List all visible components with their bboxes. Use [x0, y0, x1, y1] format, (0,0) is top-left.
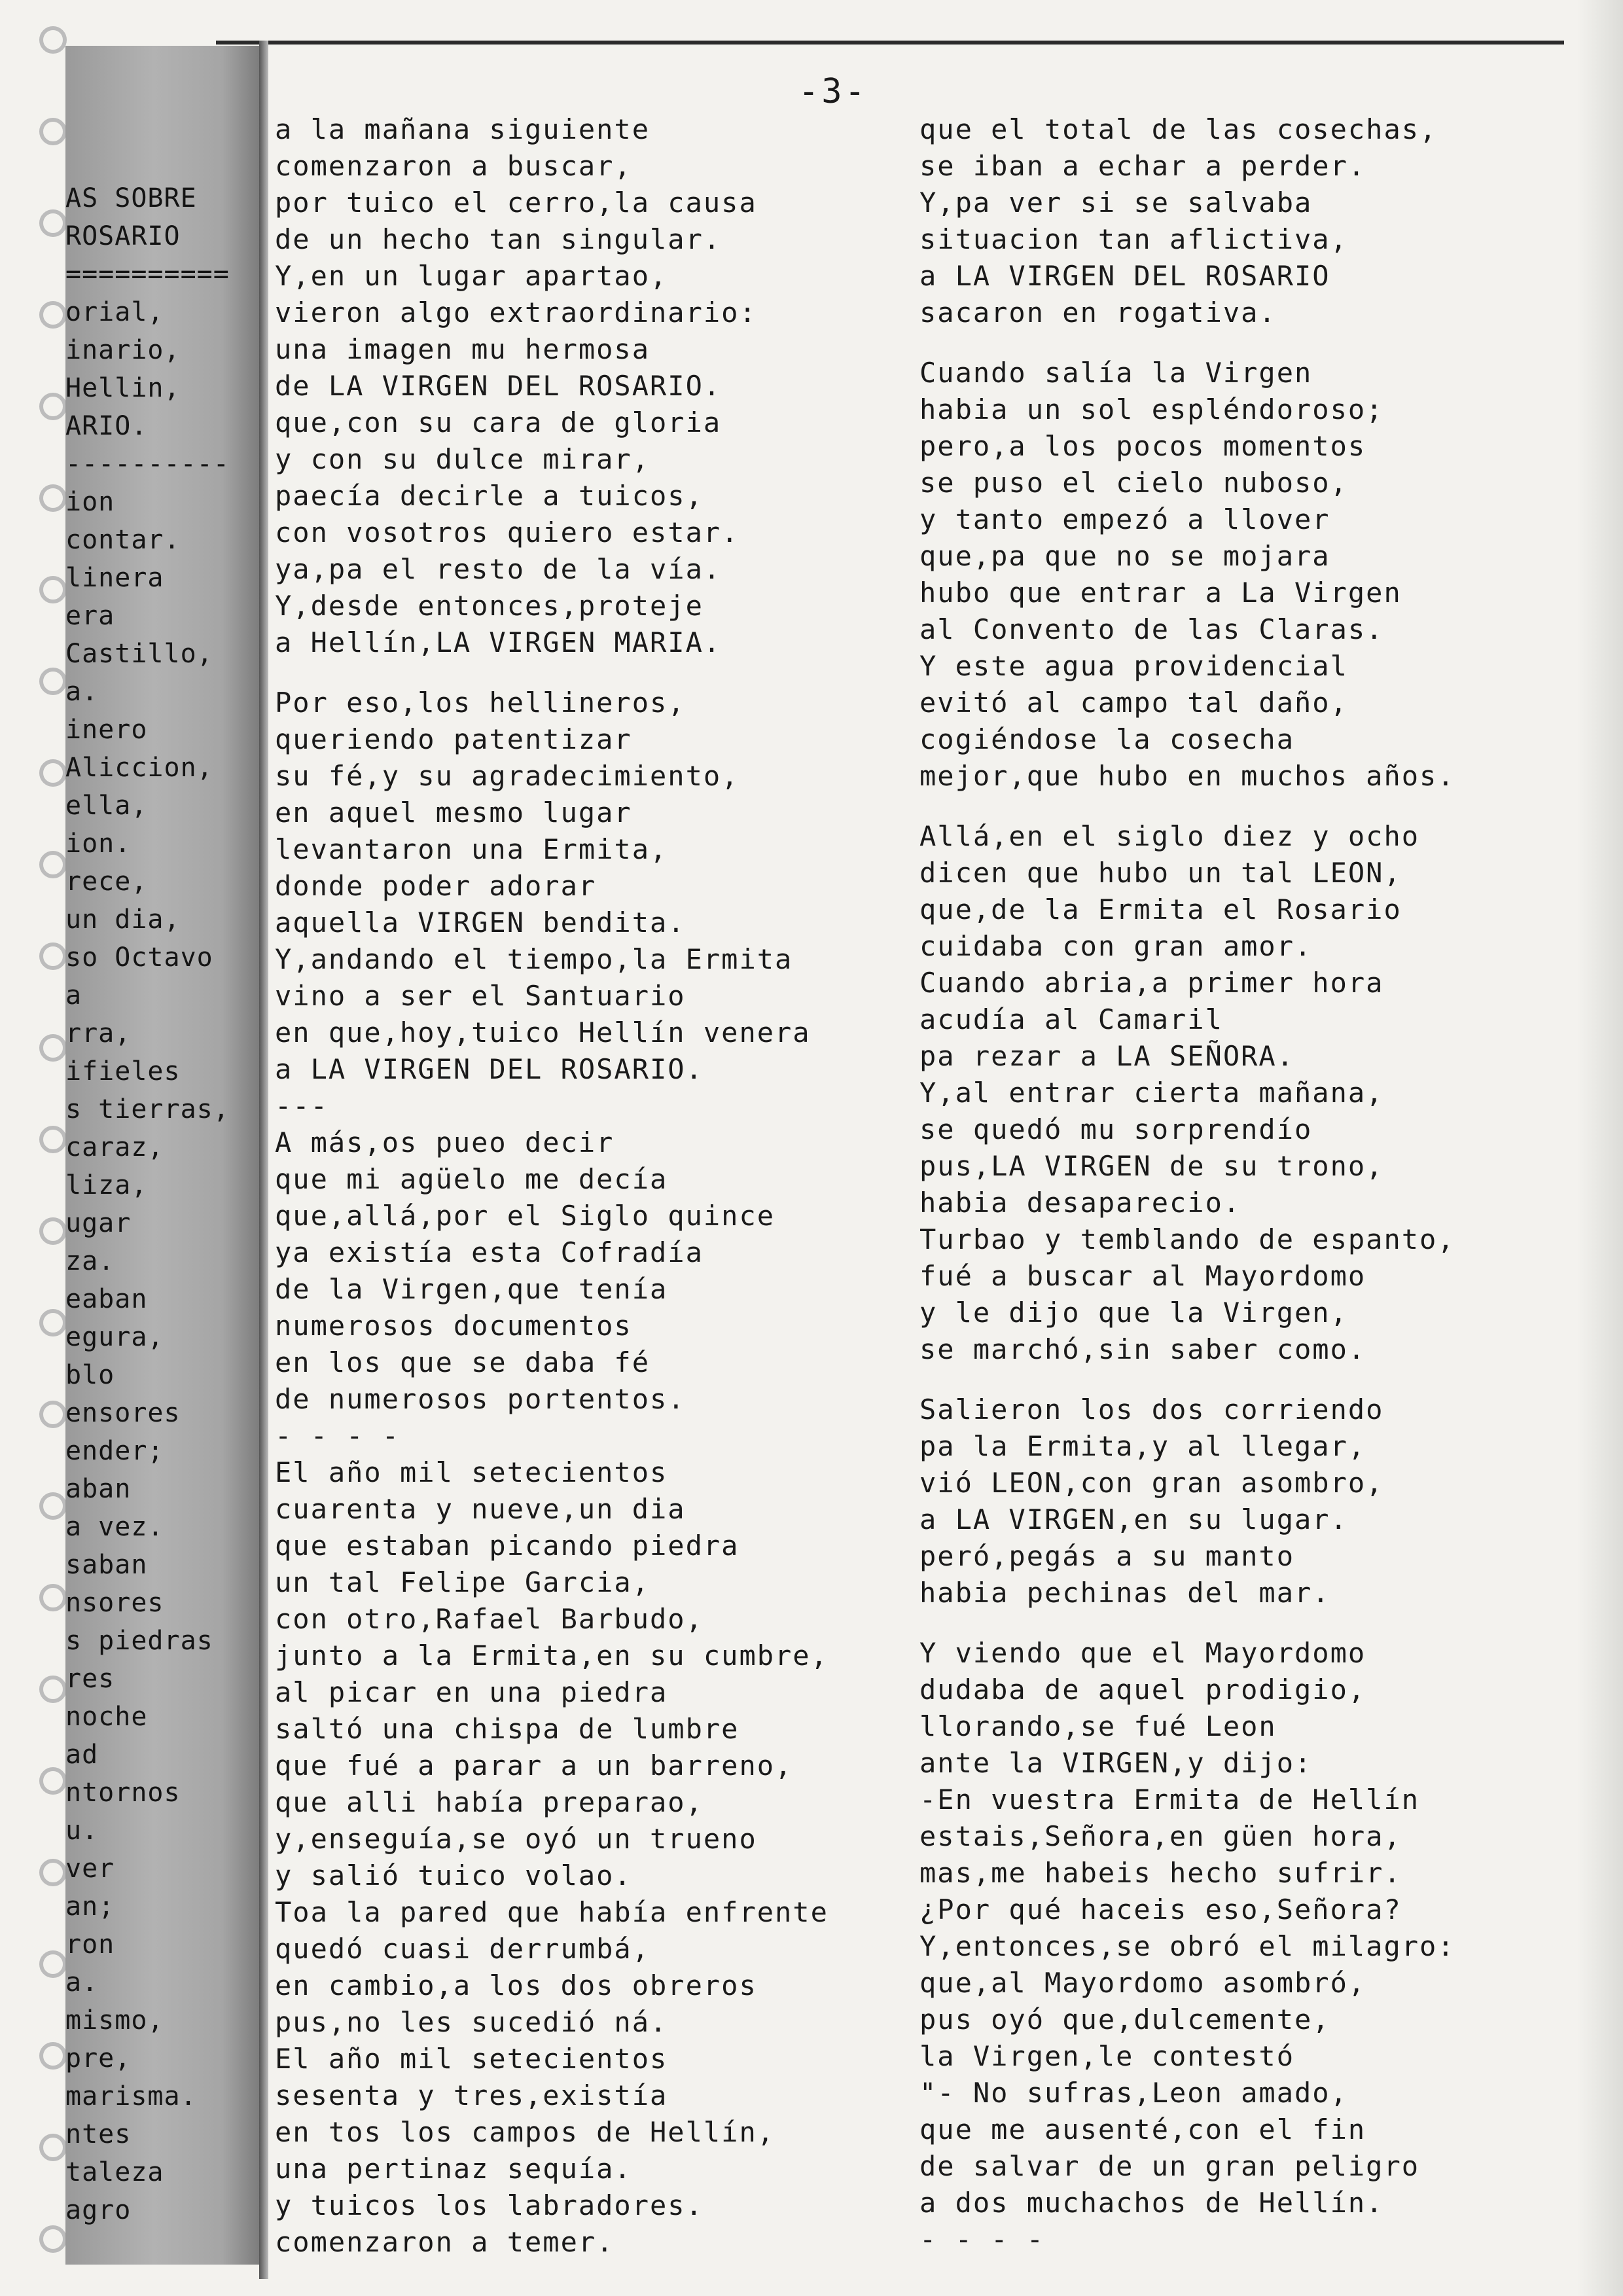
binding-ring-icon — [39, 209, 67, 237]
previous-page-fragment: ROSARIO — [65, 221, 181, 251]
verse-line: hubo que entrar a La Virgen — [919, 577, 1402, 609]
binding-ring-icon — [39, 484, 67, 512]
left-verse-column — [275, 111, 864, 2261]
verse-line: mas,me habeis hecho sufrir. — [919, 1857, 1402, 1889]
binding-ring-icon — [39, 2042, 67, 2070]
right-verse-column — [919, 111, 1508, 2258]
previous-page-fragment: ensores — [65, 1398, 181, 1428]
verse-line: y le dijo que la Virgen, — [919, 1297, 1348, 1329]
verse-line: habia un sol espléndoroso; — [919, 393, 1384, 425]
verse-line: dicen que hubo un tal LEON, — [919, 857, 1402, 889]
verse-line: Y,andando el tiempo,la Ermita — [275, 943, 793, 975]
verse-line: ante la VIRGEN,y dijo: — [919, 1747, 1313, 1779]
previous-page-fragment: noche — [65, 1702, 148, 1732]
previous-page-fragment: agro — [65, 2195, 132, 2225]
verse-line: con otro,Rafael Barbudo, — [275, 1603, 704, 1635]
previous-page-fragment: pre, — [65, 2043, 132, 2073]
verse-line: a Hellín,LA VIRGEN MARIA. — [275, 626, 722, 658]
verse-line: vió LEON,con gran asombro, — [919, 1467, 1384, 1499]
previous-page-edge — [65, 46, 262, 2265]
verse-line: sesenta y tres,existía — [275, 2079, 668, 2111]
verse-line: saltó una chispa de lumbre — [275, 1713, 740, 1745]
previous-page-fragment: taleza — [65, 2157, 164, 2187]
verse-line: que,de la Ermita el Rosario — [919, 893, 1402, 925]
verse-line: levantaron una Ermita, — [275, 833, 668, 865]
verse-line: una pertinaz sequía. — [275, 2153, 632, 2185]
verse-line: El año mil setecientos — [275, 1456, 668, 1488]
previous-page-fragment: linera — [65, 563, 164, 593]
previous-page-fragment: ron — [65, 1929, 115, 1960]
binding-ring-icon — [39, 2225, 67, 2253]
verse-line: situacion tan aflictiva, — [919, 223, 1348, 255]
previous-page-fragment: inario, — [65, 335, 181, 365]
previous-page-fragment: ion. — [65, 829, 132, 859]
verse-line: vino a ser el Santuario — [275, 980, 686, 1012]
verse-line: de numerosos portentos. — [275, 1383, 686, 1415]
verse-line: en cambio,a los dos obreros — [275, 1969, 757, 2001]
verse-line: fué a buscar al Mayordomo — [919, 1260, 1366, 1292]
previous-page-fragment: ntes — [65, 2119, 132, 2149]
binding-ring-icon — [39, 1309, 67, 1336]
binding-ring-icon — [39, 1767, 67, 1795]
previous-page-fragment: a vez. — [65, 1512, 164, 1542]
verse-line: por tuico el cerro,la causa — [275, 187, 757, 219]
verse-line: comenzaron a temer. — [275, 2226, 615, 2258]
verse-line: sacaron en rogativa. — [919, 296, 1277, 329]
verse-line: a LA VIRGEN,en su lugar. — [919, 1503, 1348, 1535]
verse-line: Y,al entrar cierta mañana, — [919, 1077, 1384, 1109]
verse-line: habia pechinas del mar. — [919, 1577, 1330, 1609]
verse-line: con vosotros quiero estar. — [275, 516, 740, 548]
verse-line: ya existía esta Cofradía — [275, 1236, 704, 1268]
stanza-gap — [919, 1368, 1508, 1391]
binding-ring-icon — [39, 576, 67, 603]
previous-page-fragment: liza, — [65, 1170, 148, 1200]
binding-ring-icon — [39, 393, 67, 420]
verse-line: que,allá,por el Siglo quince — [275, 1200, 776, 1232]
verse-line: que,pa que no se mojara — [919, 540, 1330, 572]
previous-page-fragment: ---------- — [65, 449, 230, 479]
previous-page-fragment: AS SOBRE — [65, 183, 197, 213]
previous-page-fragment: a. — [65, 677, 99, 707]
verse-line: estais,Señora,en güen hora, — [919, 1820, 1402, 1852]
binding-ring-icon — [39, 118, 67, 145]
verse-line: Por eso,los hellineros, — [275, 687, 686, 719]
verse-line: la Virgen,le contestó — [919, 2040, 1295, 2072]
previous-page-fragment: ver — [65, 1854, 115, 1884]
verse-line: vieron algo extraordinario: — [275, 296, 757, 329]
previous-page-fragment: ntornos — [65, 1778, 181, 1808]
verse-line: en los que se daba fé — [275, 1346, 651, 1378]
previous-page-fragment: Aliccion, — [65, 753, 213, 783]
verse-line: A más,os pueo decir — [275, 1126, 615, 1158]
stanza-gap — [919, 795, 1508, 818]
previous-page-fragment: inero — [65, 715, 148, 745]
verse-line: de LA VIRGEN DEL ROSARIO. — [275, 370, 722, 402]
previous-page-fragment: ender; — [65, 1436, 164, 1466]
verse-line: paecía decirle a tuicos, — [275, 480, 704, 512]
verse-line: y salió tuico volao. — [275, 1859, 632, 1892]
verse-line: a LA VIRGEN DEL ROSARIO. — [275, 1053, 704, 1085]
verse-line: Y,en un lugar apartao, — [275, 260, 668, 292]
verse-line: que estaban picando piedra — [275, 1530, 740, 1562]
verse-line: "- No sufras,Leon amado, — [919, 2077, 1348, 2109]
verse-line: que,con su cara de gloria — [275, 406, 722, 439]
verse-line: llorando,se fué Leon — [919, 1710, 1277, 1742]
verse-line: su fé,y su agradecimiento, — [275, 760, 740, 792]
previous-page-fragment: ARIO. — [65, 411, 148, 441]
binding-ring-icon — [39, 851, 67, 878]
previous-page-fragment: ugar — [65, 1208, 132, 1238]
verse-line: Y,entonces,se obró el milagro: — [919, 1930, 1455, 1962]
verse-line: pus oyó que,dulcemente, — [919, 2003, 1330, 2036]
previous-page-fragment: so Octavo — [65, 942, 213, 973]
verse-line: quedó cuasi derrumbá, — [275, 1933, 651, 1965]
previous-page-fragment: mismo, — [65, 2005, 164, 2036]
verse-line: - - - - — [275, 1420, 401, 1452]
verse-line: se puso el cielo nuboso, — [919, 467, 1348, 499]
previous-page-fragment: za. — [65, 1246, 115, 1276]
verse-line: comenzaron a buscar, — [275, 150, 632, 182]
verse-line: y con su dulce mirar, — [275, 443, 651, 475]
verse-line: en aquel mesmo lugar — [275, 797, 632, 829]
previous-page-fragment: a. — [65, 1967, 99, 1998]
verse-line: queriendo patentizar — [275, 723, 632, 755]
previous-page-fragment: saban — [65, 1550, 148, 1580]
verse-line: ya,pa el resto de la vía. — [275, 553, 722, 585]
verse-line: Salieron los dos corriendo — [919, 1393, 1384, 1426]
verse-line: de la Virgen,que tenía — [275, 1273, 668, 1305]
binding-ring-icon — [39, 1126, 67, 1153]
verse-line: Cuando abria,a primer hora — [919, 967, 1384, 999]
previous-page-fragment: an; — [65, 1892, 115, 1922]
verse-line: habia desaparecio. — [919, 1187, 1241, 1219]
verse-line: cogiéndose la cosecha — [919, 723, 1295, 755]
binding-ring-icon — [39, 1217, 67, 1245]
verse-line: y tuicos los labradores. — [275, 2189, 704, 2221]
binding-ring-icon — [39, 1492, 67, 1520]
verse-line: Toa la pared que había enfrente — [275, 1896, 829, 1928]
verse-line: donde poder adorar — [275, 870, 597, 902]
previous-page-fragment: s piedras — [65, 1626, 213, 1656]
binding-ring-icon — [39, 26, 67, 54]
previous-page-fragment: rece, — [65, 867, 148, 897]
binding-ring-icon — [39, 668, 67, 695]
verse-line: El año mil setecientos — [275, 2043, 668, 2075]
verse-line: Y este agua providencial — [919, 650, 1348, 682]
binding-ring-icon — [39, 1401, 67, 1428]
binding-ring-icon — [39, 1950, 67, 1978]
verse-line: - - - - — [919, 2223, 1045, 2255]
verse-line: que mi agüelo me decía — [275, 1163, 668, 1195]
previous-page-fragment: Hellin, — [65, 373, 181, 403]
previous-page-fragment: orial, — [65, 297, 164, 327]
binding-ring-icon — [39, 759, 67, 787]
verse-line: pa la Ermita,y al llegar, — [919, 1430, 1366, 1462]
verse-line: de salvar de un gran peligro — [919, 2150, 1420, 2182]
verse-line: evitó al campo tal daño, — [919, 687, 1348, 719]
binding-ring-icon — [39, 942, 67, 970]
previous-page-fragment: res — [65, 1664, 115, 1694]
binding-ring-icon — [39, 1676, 67, 1703]
page-number: -3- — [798, 72, 868, 111]
verse-line: mejor,que hubo en muchos años. — [919, 760, 1455, 792]
previous-page-fragment: Castillo, — [65, 639, 213, 669]
verse-line: al picar en una piedra — [275, 1676, 668, 1708]
verse-line: una imagen mu hermosa — [275, 333, 651, 365]
previous-page-fragment: marisma. — [65, 2081, 197, 2111]
verse-line: --- — [275, 1090, 329, 1122]
page-fold-shadow — [259, 41, 268, 2279]
verse-line: de un hecho tan singular. — [275, 223, 722, 255]
verse-line: Y viendo que el Mayordomo — [919, 1637, 1366, 1669]
previous-page-fragment: era — [65, 601, 115, 631]
verse-line: Y,pa ver si se salvaba — [919, 187, 1313, 219]
binding-ring-icon — [39, 2134, 67, 2161]
top-rule — [216, 41, 1564, 45]
previous-page-fragment: ifieles — [65, 1056, 181, 1086]
verse-line: en tos los campos de Hellín, — [275, 2116, 776, 2148]
previous-page-fragment: caraz, — [65, 1132, 164, 1162]
verse-line: aquella VIRGEN bendita. — [275, 906, 686, 939]
verse-line: Turbao y temblando de espanto, — [919, 1223, 1455, 1255]
previous-page-fragment: un dia, — [65, 905, 181, 935]
verse-line: cuidaba con gran amor. — [919, 930, 1313, 962]
verse-line: se iban a echar a perder. — [919, 150, 1366, 182]
binding-ring-icon — [39, 1034, 67, 1062]
verse-line: Y,desde entonces,proteje — [275, 590, 704, 622]
verse-line: cuarenta y nueve,un dia — [275, 1493, 686, 1525]
verse-line: se quedó mu sorprendío — [919, 1113, 1313, 1145]
binding-ring-icon — [39, 1584, 67, 1611]
previous-page-fragment: ion — [65, 487, 115, 517]
verse-line: Allá,en el siglo diez y ocho — [919, 820, 1420, 852]
verse-line: ¿Por qué haceis eso,Señora? — [919, 1893, 1402, 1926]
verse-line: numerosos documentos — [275, 1310, 632, 1342]
verse-line: que alli había preparao, — [275, 1786, 704, 1818]
verse-line: dudaba de aquel prodigio, — [919, 1674, 1366, 1706]
verse-line: a dos muchachos de Hellín. — [919, 2187, 1384, 2219]
verse-line: que el total de las cosechas, — [919, 113, 1438, 145]
verse-line: Cuando salía la Virgen — [919, 357, 1313, 389]
verse-line: que,al Mayordomo asombró, — [919, 1967, 1366, 1999]
verse-line: en que,hoy,tuico Hellín venera — [275, 1016, 811, 1049]
stanza-gap — [919, 1611, 1508, 1635]
verse-line: un tal Felipe Garcia, — [275, 1566, 651, 1598]
verse-line: pus,no les sucedió ná. — [275, 2006, 668, 2038]
verse-line: que me ausenté,con el fin — [919, 2113, 1366, 2145]
previous-page-fragment: egura, — [65, 1322, 164, 1352]
previous-page-fragment: u. — [65, 1816, 99, 1846]
verse-line: que fué a parar a un barreno, — [275, 1749, 793, 1782]
verse-line: se marchó,sin saber como. — [919, 1333, 1366, 1365]
verse-line: acudía al Camaril — [919, 1003, 1223, 1035]
previous-page-fragment: ella, — [65, 791, 148, 821]
previous-page-fragment: rra, — [65, 1018, 132, 1049]
previous-page-fragment: ad — [65, 1740, 99, 1770]
binding-ring-icon — [39, 1859, 67, 1886]
verse-line: pa rezar a LA SEÑORA. — [919, 1040, 1295, 1072]
verse-line: y tanto empezó a llover — [919, 503, 1330, 535]
previous-page-fragment: nsores — [65, 1588, 164, 1618]
previous-page-fragment: eaban — [65, 1284, 148, 1314]
previous-page-fragment: s tierras, — [65, 1094, 230, 1124]
verse-line: a la mañana siguiente — [275, 113, 651, 145]
binding-ring-icon — [39, 301, 67, 329]
previous-page-fragment: contar. — [65, 525, 181, 555]
previous-page-fragment: blo — [65, 1360, 115, 1390]
verse-line: al Convento de las Claras. — [919, 613, 1384, 645]
stanza-gap — [275, 661, 864, 685]
verse-line: y,enseguía,se oyó un trueno — [275, 1823, 757, 1855]
page-right-edge — [1577, 0, 1623, 2296]
previous-page-fragment: a — [65, 980, 82, 1011]
verse-line: a LA VIRGEN DEL ROSARIO — [919, 260, 1330, 292]
verse-line: peró,pegás a su manto — [919, 1540, 1295, 1572]
stanza-gap — [919, 331, 1508, 355]
previous-page-fragment: ========== — [65, 259, 230, 289]
verse-line: pero,a los pocos momentos — [919, 430, 1366, 462]
verse-line: pus,LA VIRGEN de su trono, — [919, 1150, 1384, 1182]
verse-line: -En vuestra Ermita de Hellín — [919, 1784, 1420, 1816]
verse-line: junto a la Ermita,en su cumbre, — [275, 1640, 829, 1672]
previous-page-fragment: aban — [65, 1474, 132, 1504]
